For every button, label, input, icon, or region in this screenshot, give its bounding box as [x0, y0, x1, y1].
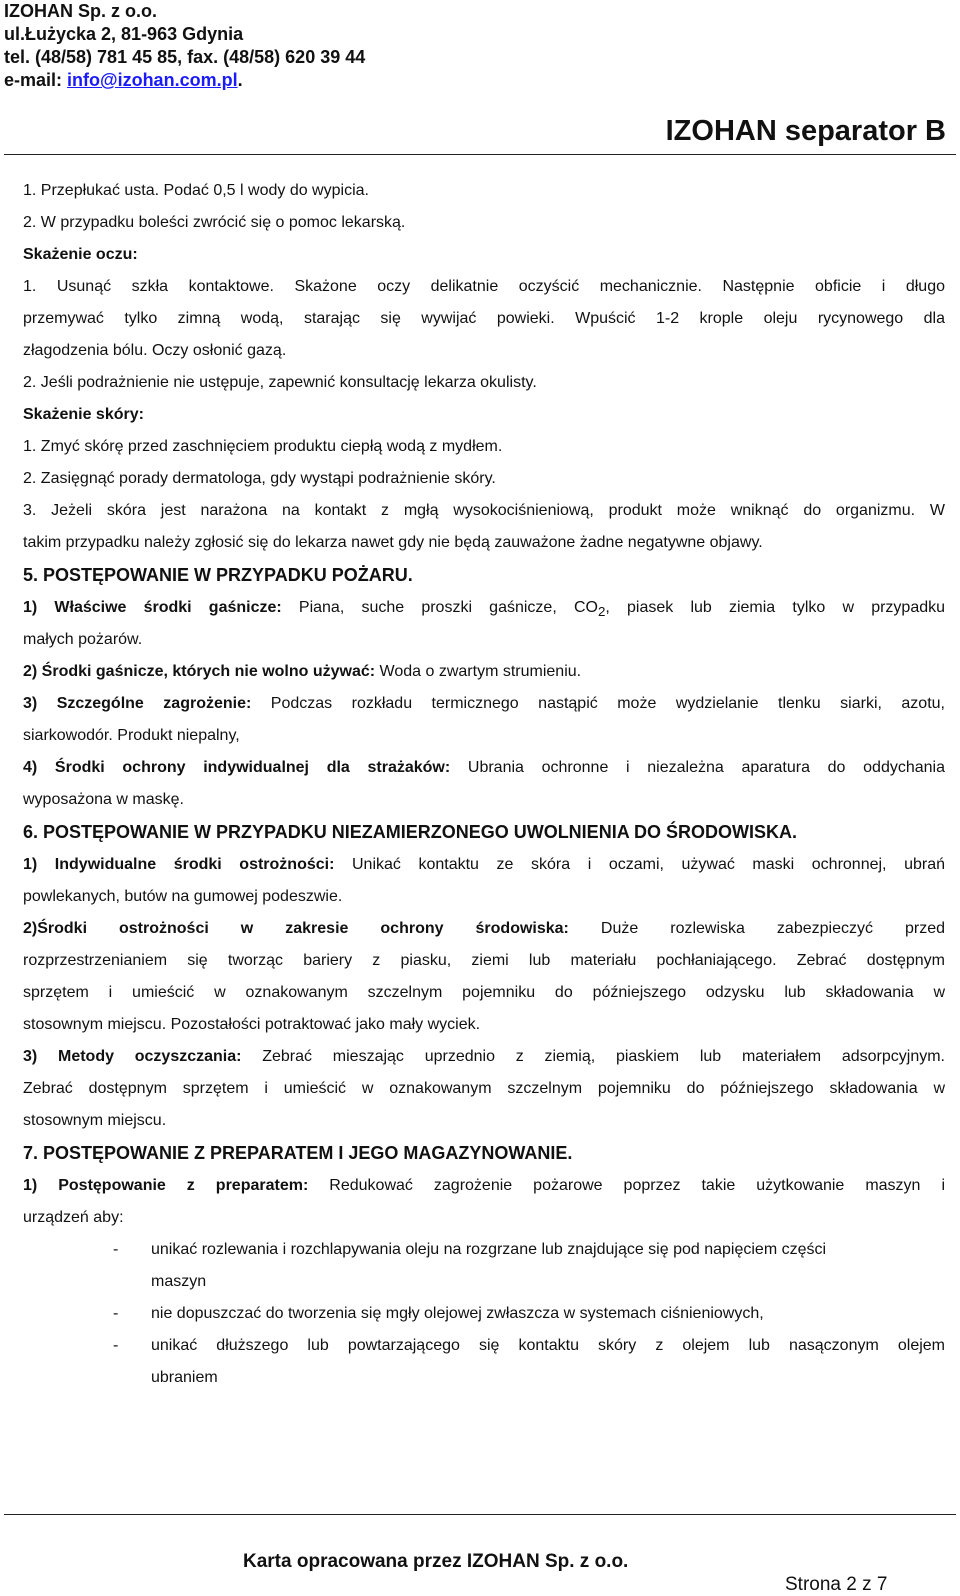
item-label: 3) Szczególne zagrożenie:: [23, 695, 252, 712]
item-text: , piasek lub ziemia tylko w przypadku: [605, 599, 945, 616]
section-heading-7: 7. POSTĘPOWANIE Z PREPARATEM I JEGO MAGAZYNOWANIE.: [23, 1143, 573, 1163]
text-line: małych pożarów.: [23, 631, 143, 648]
item-label: 1) Indywidualne środki ostrożności:: [23, 856, 335, 873]
text-line: 2. W przypadku boleści zwrócić się o pomoc lekarską.: [23, 214, 406, 231]
bullet-item: [23, 1330, 945, 1362]
document-title: IZOHAN separator B: [665, 115, 946, 147]
bullet-text: unikać dłuższego lub powtarzającego się kontaktu skóry z olejem lub nasączonym olejem: [151, 1337, 945, 1354]
subheading-eye: Skażenie oczu:: [23, 246, 138, 263]
bullet-text: nie dopuszczać do tworzenia się mgły olejowej zwłaszcza w systemach ciśnieniowych,: [151, 1305, 764, 1322]
company-address: ul.Łużycka 2, 81-963 Gdynia: [4, 24, 244, 44]
subheading-skin: Skażenie skóry:: [23, 406, 144, 423]
text-line: stosownym miejscu.: [23, 1112, 167, 1129]
section-heading-5: 5. POSTĘPOWANIE W PRZYPADKU POŻARU.: [23, 565, 413, 585]
text-line: takim przypadku należy zgłosić się do lekarza nawet gdy nie będą zauważone żadne negatywne objawy.: [23, 534, 763, 551]
bullet-item: [23, 1234, 945, 1266]
email-prefix: e-mail:: [4, 70, 68, 90]
paragraph-line: [23, 913, 945, 945]
text-line: 2. Jeśli podrażnienie nie ustępuje, zapewnić konsultację lekarza okulisty.: [23, 374, 537, 391]
page-number: Strona 2 z 7: [785, 1574, 888, 1595]
paragraph-line: [23, 656, 945, 688]
item-text: Woda o zwartym strumieniu.: [375, 663, 582, 680]
paragraph-line: [23, 1041, 945, 1073]
paragraph-line: [23, 688, 945, 720]
text-line: złagodzenia bólu. Oczy osłonić gazą.: [23, 342, 287, 359]
email-suffix: .: [237, 70, 243, 90]
bullet-item: [23, 1298, 945, 1330]
text-line: stosownym miejscu. Pozostałości potraktować jako mały wyciek.: [23, 1016, 481, 1033]
item-text: Piana, suche proszki gaśnicze, CO: [281, 599, 598, 616]
item-label: 1) Postępowanie z preparatem:: [23, 1177, 309, 1194]
item-label: 2)Środki ostrożności w zakresie ochrony środowiska:: [23, 920, 569, 937]
item-text: Ubrania ochronne i niezależna aparatura do oddychania: [450, 759, 945, 776]
bullet-text: unikać rozlewania i rozchlapywania oleju na rozgrzane lub znajdujące się pod napięciem części: [151, 1241, 827, 1258]
item-label: 1) Właściwe środki gaśnicze:: [23, 599, 282, 616]
footer-text: Karta opracowana przez IZOHAN Sp. z o.o.: [243, 1551, 629, 1572]
paragraph-line: [23, 1170, 945, 1202]
company-name: IZOHAN Sp. z o.o.: [4, 1, 157, 21]
item-label: 2) Środki gaśnicze, których nie wolno używać:: [23, 663, 376, 680]
subscript: 2: [597, 604, 606, 620]
text-line: 1. Zmyć skórę przed zaschnięciem produktu ciepłą wodą z mydłem.: [23, 438, 503, 455]
section-heading-6: 6. POSTĘPOWANIE W PRZYPADKU NIEZAMIERZONEGO UWOLNIENIA DO ŚRODOWISKA.: [23, 822, 798, 842]
header-divider: [4, 154, 956, 155]
item-text: Zebrać mieszając uprzednio z ziemią, piaskiem lub materiałem adsorpcyjnym.: [241, 1048, 945, 1065]
item-text: Redukować zagrożenie pożarowe poprzez takie użytkowanie maszyn i: [308, 1177, 945, 1194]
item-text: Unikać kontaktu ze skóra i oczami, używać maski ochronnej, ubrań: [334, 856, 945, 873]
item-text: Podczas rozkładu termicznego nastąpić może wydzielanie tlenku siarki, azotu,: [251, 695, 945, 712]
company-phone: tel. (48/58) 781 45 85, fax. (48/58) 620 39 44: [4, 47, 366, 67]
text-line: 3. Jeżeli skóra jest narażona na kontakt z mgłą wysokociśnieniową, produkt może wniknąć do organizmu. W: [23, 502, 945, 519]
text-line: urządzeń aby:: [23, 1209, 124, 1226]
text-line: 1. Przepłukać usta. Podać 0,5 l wody do wypicia.: [23, 182, 369, 199]
text-line: 2. Zasięgnąć porady dermatologa, gdy wystąpi podrażnienie skóry.: [23, 470, 496, 487]
letterhead: [4, 0, 365, 92]
bullet-continuation: maszyn: [151, 1273, 207, 1290]
bullet-dash: -: [113, 1305, 119, 1322]
item-label: 3) Metody oczyszczania:: [23, 1048, 242, 1065]
bullet-dash: -: [113, 1241, 119, 1258]
text-line: przemywać tylko zimną wodą, starając się wywijać powieki. Wpuścić 1-2 krople oleju rycynowego dla: [23, 310, 945, 327]
email-link[interactable]: info@izohan.com.pl: [67, 70, 238, 90]
footer-divider: [4, 1514, 956, 1515]
paragraph-line: [23, 849, 945, 881]
text-line: powlekanych, butów na gumowej podeszwie.: [23, 888, 343, 905]
paragraph-line: [23, 752, 945, 784]
text-line: rozprzestrzenianiem się tworząc bariery z piasku, ziemi lub materiału pochłaniającego. Zebrać dostępnym: [23, 952, 945, 969]
item-label: 4) Środki ochrony indywidualnej dla strażaków:: [23, 759, 451, 776]
document-body: [23, 175, 945, 1394]
text-line: wyposażona w maskę.: [23, 791, 184, 808]
text-line: 1. Usunąć szkła kontaktowe. Skażone oczy delikatnie oczyścić mechanicznie. Następnie obficie i długo: [23, 278, 945, 295]
company-email-line: [4, 69, 365, 92]
text-line: siarkowodór. Produkt niepalny,: [23, 727, 240, 744]
item-text: Duże rozlewiska zabezpieczyć przed: [568, 920, 945, 937]
paragraph-line: [23, 592, 945, 624]
text-line: sprzętem i umieścić w oznakowanym szczelnym pojemniku do późniejszego odzysku lub składowania w: [23, 984, 945, 1001]
bullet-continuation: ubraniem: [151, 1369, 218, 1386]
bullet-dash: -: [113, 1337, 119, 1354]
text-line: Zebrać dostępnym sprzętem i umieścić w oznakowanym szczelnym pojemniku do późniejszego składowania w: [23, 1080, 945, 1097]
